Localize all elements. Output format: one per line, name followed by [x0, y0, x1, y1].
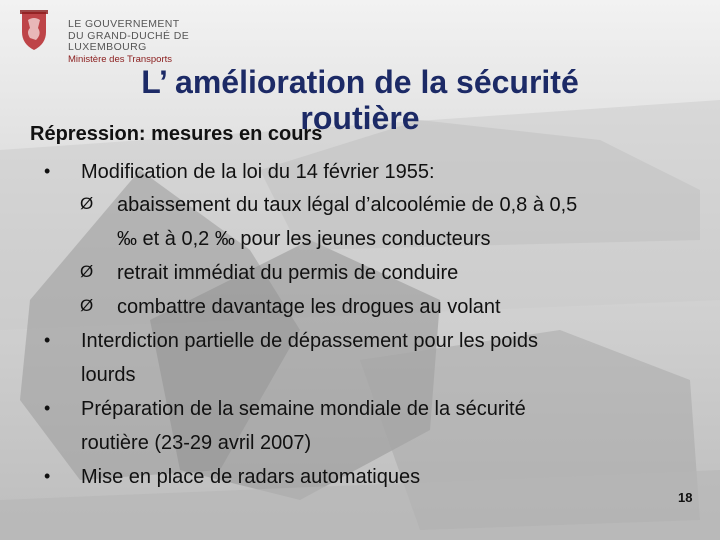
bullet-marker: •	[44, 398, 51, 418]
lion-crest-icon	[12, 8, 56, 52]
bullet-marker: •	[44, 161, 51, 181]
bullet-4-text: Mise en place de radars automatiques	[81, 466, 421, 488]
bullet-marker: •	[44, 330, 51, 350]
bullet-3-text: Préparation de la semaine mondiale de la sécurité	[81, 398, 526, 420]
bullet-1-text: Modification de la loi du 14 février 1955:	[81, 161, 435, 183]
arrow-marker: Ø	[80, 194, 94, 213]
arrow-marker: Ø	[80, 296, 94, 315]
logo-text	[68, 19, 238, 65]
slide-title-line-2: routière	[300, 100, 420, 136]
logo-line-1: LE GOUVERNEMENT	[68, 18, 180, 30]
logo-line-3: Ministère des Transports	[68, 53, 173, 65]
sub-bullet-3-text: combattre davantage les drogues au volant	[117, 296, 501, 318]
slide-title-line-1: L’ amélioration de la sécurité	[141, 64, 579, 100]
bullet-marker: •	[44, 466, 51, 486]
arrow-marker: Ø	[80, 262, 94, 281]
sub-bullet-1-continuation: ‰ et à 0,2 ‰ pour les jeunes conducteurs	[117, 228, 491, 250]
logo-line-2: DU GRAND-DUCHÉ DE LUXEMBOURG	[68, 29, 190, 53]
bullet-2-continuation: lourds	[81, 364, 136, 386]
ministry-logo	[8, 8, 238, 65]
sub-bullet-1-text: abaissement du taux légal d’alcoolémie de 0,8 à 0,5	[117, 194, 578, 216]
bullet-2-text: Interdiction partielle de dépassement pour les poids	[81, 330, 538, 352]
section-subtitle: Répression: mesures en cours	[30, 123, 323, 145]
sub-bullet-2-text: retrait immédiat du permis de conduire	[117, 262, 459, 284]
bullet-3-continuation: routière (23-29 avril 2007)	[81, 432, 312, 454]
page-number: 18	[678, 490, 693, 505]
